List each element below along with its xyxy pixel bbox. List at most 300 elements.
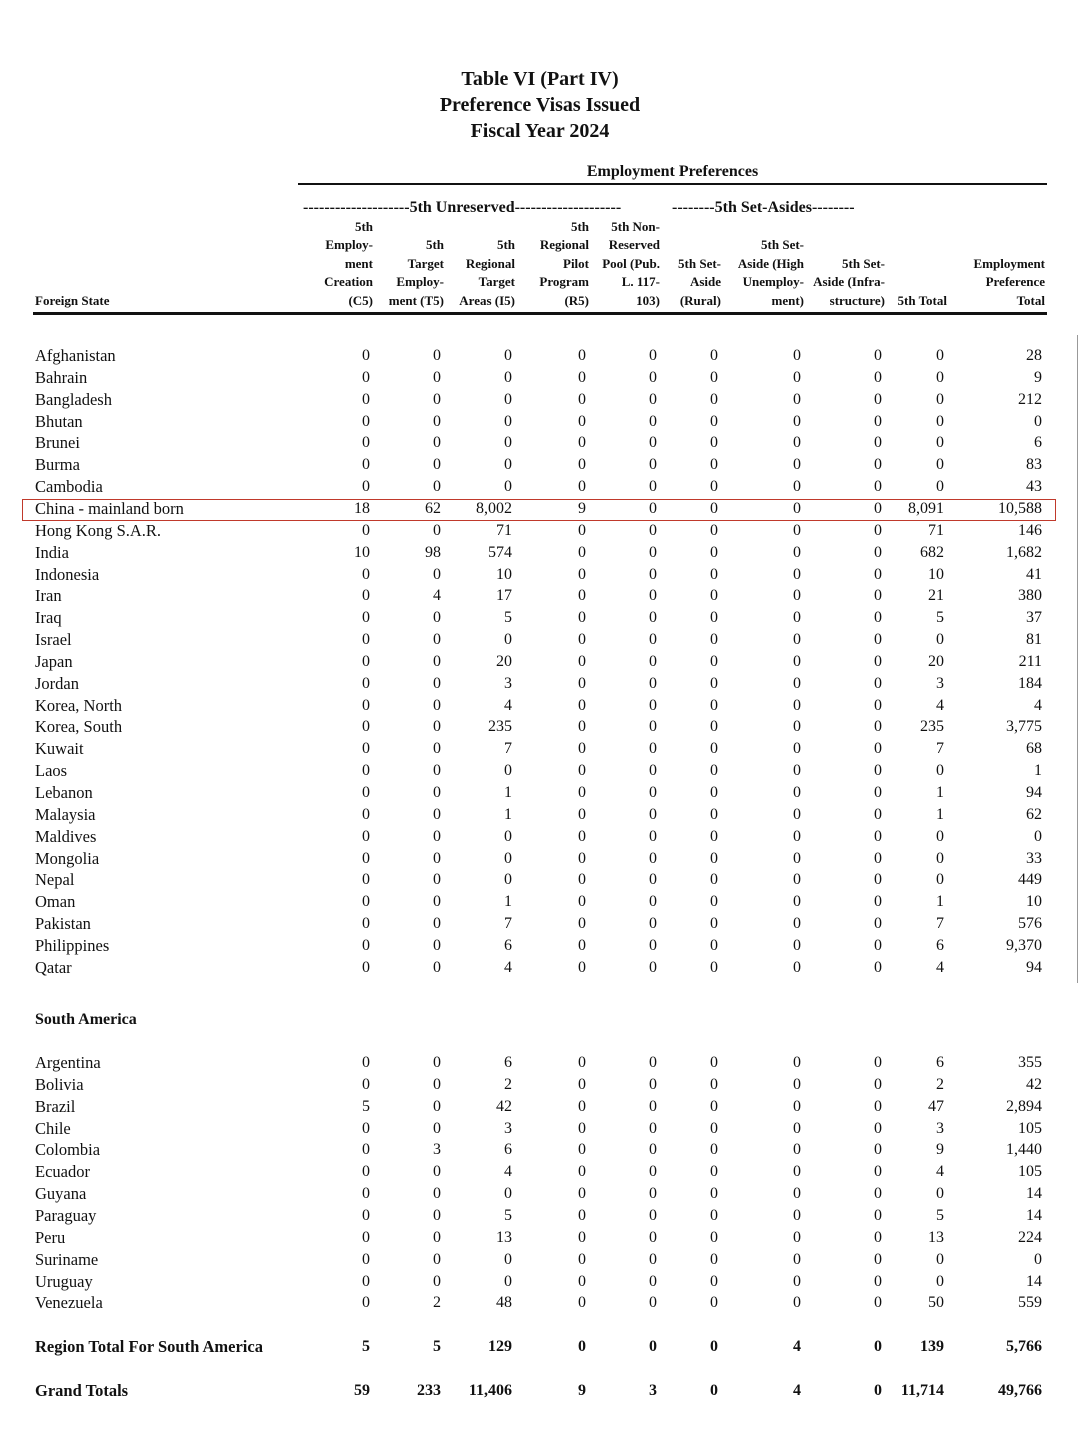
cell-rural: 0 [710,631,718,649]
cell-non-reserved-pool: 0 [649,740,657,758]
cell-high-unemployment: 0 [793,1097,801,1115]
foreign-state-name: Philippines [35,935,110,955]
cell-employment-preference-total: 94 [1026,784,1042,801]
cell-high-unemployment: 4 [793,1382,801,1399]
cell-employment-preference-total: 14 [1026,1185,1042,1203]
cell-employment-preference-total: 576 [1018,915,1042,933]
header-line: Creation [324,274,373,290]
header-line: Pilot [563,255,589,271]
cell-infrastructure: 0 [874,696,882,714]
cell-non-reserved-pool: 0 [649,1119,657,1137]
cell-high-unemployment: 0 [793,740,801,758]
cell-c5: 0 [362,631,370,649]
cell-rural: 0 [710,499,718,517]
table-row [0,760,1080,782]
cell-high-unemployment: 0 [793,674,801,692]
cell-fifth-total: 50 [928,1294,944,1312]
cell-i5: 0 [504,871,512,889]
cell-fifth-total: 2 [936,1075,944,1093]
foreign-state-name: Japan [35,651,73,671]
cell-fifth-total: 0 [936,827,944,845]
cell-rural: 0 [710,805,718,823]
cell-t5: 0 [433,390,441,408]
cell-non-reserved-pool: 0 [649,871,657,889]
cell-r5: 0 [578,762,586,780]
header-line: ment (T5) [388,292,444,308]
header-line: Employment [973,255,1045,271]
cell-i5: 0 [504,762,512,780]
cell-r5: 0 [578,871,586,889]
cell-non-reserved-pool: 0 [649,565,657,583]
cell-i5: 0 [504,478,512,496]
cell-rural: 0 [710,347,718,364]
cell-rural: 0 [710,1338,718,1355]
cell-high-unemployment: 0 [793,587,801,605]
cell-employment-preference-total: 559 [1018,1294,1042,1312]
foreign-state-name: Lebanon [35,783,93,802]
cell-i5: 13 [496,1228,512,1246]
cell-fifth-total: 0 [936,390,944,408]
cell-c5: 0 [362,1119,370,1137]
cell-infrastructure: 0 [874,871,882,889]
cell-fifth-total: 235 [920,718,944,736]
table-row [0,826,1080,848]
cell-c5: 0 [362,871,370,889]
cell-r5: 0 [578,587,586,605]
cell-rural: 0 [710,1097,718,1115]
cell-infrastructure: 0 [874,390,882,408]
cell-employment-preference-total: 146 [1018,521,1042,539]
cell-rural: 0 [710,1163,718,1181]
cell-non-reserved-pool: 0 [649,958,657,976]
foreign-state-name: Peru [35,1227,66,1247]
cell-t5: 0 [433,412,441,430]
cell-infrastructure: 0 [874,1228,882,1246]
cell-employment-preference-total: 49,766 [998,1382,1042,1399]
cell-non-reserved-pool: 0 [649,1250,657,1268]
column-header-i5 [450,218,515,310]
cell-c5: 0 [362,827,370,845]
header-line: Target [407,255,444,271]
table-subtitle: Preference Visas Issued [439,94,641,116]
cell-employment-preference-total: 2,894 [1006,1097,1042,1115]
foreign-state-name: Bahrain [35,367,88,387]
cell-i5: 8,002 [476,499,512,517]
cell-non-reserved-pool: 0 [649,718,657,736]
cell-t5: 0 [433,1097,441,1115]
cell-r5: 0 [578,1206,586,1224]
foreign-state-name: Israel [35,630,72,650]
cell-infrastructure: 0 [874,1119,882,1137]
cell-r5: 0 [578,565,586,583]
cell-rural: 0 [710,1119,718,1137]
header-line: 5th [354,218,373,234]
cell-c5: 0 [362,390,370,408]
column-header-rural [665,218,721,310]
table-row [0,1052,1080,1074]
foreign-state-name: Cambodia [35,477,103,497]
cell-t5: 0 [433,521,441,539]
cell-fifth-total: 7 [936,915,944,933]
cell-non-reserved-pool: 0 [649,915,657,933]
cell-non-reserved-pool: 0 [649,368,657,386]
cell-employment-preference-total: 41 [1026,565,1042,583]
cell-i5: 0 [504,456,512,474]
foreign-state-name: Qatar [35,957,72,977]
cell-c5: 10 [354,543,370,561]
foreign-state-name: Maldives [35,826,97,846]
cell-infrastructure: 0 [874,805,882,823]
cell-r5: 0 [578,958,586,976]
cell-c5: 0 [362,1272,370,1290]
cell-c5: 0 [362,1141,370,1159]
cell-employment-preference-total: 28 [1026,347,1042,364]
foreign-state-name: Afghanistan [35,346,116,365]
table-row [0,804,1080,826]
foreign-state-name: China - mainland born [35,498,184,518]
cell-fifth-total: 3 [936,1119,944,1137]
cell-fifth-total: 5 [936,1206,944,1224]
cell-i5: 0 [504,412,512,430]
cell-non-reserved-pool: 0 [649,652,657,670]
cell-high-unemployment: 0 [793,805,801,823]
cell-employment-preference-total: 5,766 [1006,1338,1042,1355]
cell-fifth-total: 0 [936,631,944,649]
cell-fifth-total: 20 [928,652,944,670]
cell-c5: 0 [362,434,370,452]
column-header-employment-preference-total [955,218,1045,310]
cell-c5: 0 [362,478,370,496]
cell-c5: 0 [362,696,370,714]
header-line: Pool (Pub. [602,255,660,271]
cell-employment-preference-total: 62 [1026,805,1042,823]
cell-fifth-total: 4 [936,958,944,976]
cell-rural: 0 [710,478,718,496]
table-row [0,738,1080,760]
cell-r5: 0 [578,390,586,408]
cell-rural: 0 [710,565,718,583]
cell-r5: 0 [578,1228,586,1246]
cell-employment-preference-total: 212 [1018,390,1042,408]
cell-rural: 0 [710,871,718,889]
cell-fifth-total: 8,091 [908,499,944,517]
cell-non-reserved-pool: 0 [649,1228,657,1246]
cell-fifth-total: 10 [928,565,944,583]
table-row [0,607,1080,629]
cell-fifth-total: 1 [936,805,944,823]
cell-fifth-total: 0 [936,368,944,386]
foreign-state-name: Iran [35,586,62,606]
cell-high-unemployment: 0 [793,1141,801,1159]
cell-employment-preference-total: 1,440 [1006,1141,1042,1159]
cell-employment-preference-total: 4 [1034,696,1042,714]
cell-fifth-total: 4 [936,1163,944,1181]
cell-high-unemployment: 0 [793,456,801,474]
cell-rural: 0 [710,1185,718,1203]
cell-non-reserved-pool: 0 [649,456,657,474]
column-header-t5 [380,218,444,310]
cell-c5: 59 [354,1382,370,1399]
table-row [0,716,1080,738]
cell-i5: 3 [504,1119,512,1137]
cell-r5: 0 [578,849,586,867]
cell-fifth-total: 0 [936,478,944,496]
cell-r5: 0 [578,609,586,627]
cell-r5: 0 [578,1141,586,1159]
table-row [0,585,1080,607]
cell-infrastructure: 0 [874,1272,882,1290]
cell-employment-preference-total: 0 [1034,827,1042,845]
cell-i5: 5 [504,1206,512,1224]
cell-high-unemployment: 0 [793,631,801,649]
table-row [0,389,1080,411]
cell-non-reserved-pool: 0 [649,499,657,517]
cell-non-reserved-pool: 0 [649,1294,657,1312]
cell-non-reserved-pool: 0 [649,587,657,605]
table-row [0,1139,1080,1161]
cell-non-reserved-pool: 0 [649,412,657,430]
cell-t5: 0 [433,1206,441,1224]
cell-i5: 20 [496,652,512,670]
cell-t5: 0 [433,1272,441,1290]
cell-infrastructure: 0 [874,499,882,517]
column-header-c5 [318,218,373,310]
cell-non-reserved-pool: 0 [649,543,657,561]
cell-infrastructure: 0 [874,936,882,954]
cell-fifth-total: 4 [936,696,944,714]
table-row [0,1227,1080,1249]
cell-c5: 0 [362,849,370,867]
cell-high-unemployment: 0 [793,390,801,408]
cell-t5: 62 [425,499,441,517]
cell-c5: 0 [362,1163,370,1181]
cell-infrastructure: 0 [874,587,882,605]
cell-high-unemployment: 0 [793,849,801,867]
cell-fifth-total: 3 [936,674,944,692]
cell-rural: 0 [710,915,718,933]
cell-t5: 0 [433,456,441,474]
cell-i5: 11,406 [468,1382,512,1399]
cell-fifth-total: 7 [936,740,944,758]
foreign-state-name: Nepal [35,870,75,890]
header-line: Aside (High [737,255,804,271]
cell-fifth-total: 0 [936,456,944,474]
foreign-state-name: Hong Kong S.A.R. [35,520,162,540]
table-row [0,629,1080,651]
cell-rural: 0 [710,1294,718,1312]
grand-total-row [0,1380,1080,1402]
foreign-state-name: Paraguay [35,1205,97,1225]
cell-i5: 7 [504,740,512,758]
cell-employment-preference-total: 9,370 [1006,936,1042,954]
cell-non-reserved-pool: 0 [649,893,657,911]
cell-c5: 0 [362,456,370,474]
cell-high-unemployment: 0 [793,1163,801,1181]
cell-infrastructure: 0 [874,1250,882,1268]
cell-c5: 0 [362,958,370,976]
cell-infrastructure: 0 [874,1054,882,1071]
cell-c5: 0 [362,1228,370,1246]
cell-high-unemployment: 0 [793,936,801,954]
cell-employment-preference-total: 105 [1018,1119,1042,1137]
cell-r5: 0 [578,784,586,801]
cell-rural: 0 [710,849,718,867]
cell-c5: 0 [362,1185,370,1203]
cell-rural: 0 [710,740,718,758]
cell-c5: 0 [362,893,370,911]
cell-non-reserved-pool: 0 [649,347,657,364]
column-header-foreign-state [35,218,235,310]
header-line: Reserved [608,237,660,253]
foreign-state-name: Mongolia [35,848,100,868]
table-row [0,345,1080,367]
unreserved-group-header: --------------------5th Unreserved-------------------- [303,199,622,216]
cell-i5: 0 [504,390,512,408]
cell-c5: 0 [362,805,370,823]
cell-employment-preference-total: 1,682 [1006,543,1042,561]
cell-infrastructure: 0 [874,456,882,474]
cell-infrastructure: 0 [874,849,882,867]
cell-i5: 574 [488,543,512,561]
cell-c5: 0 [362,674,370,692]
cell-t5: 0 [433,893,441,911]
cell-fifth-total: 0 [936,849,944,867]
cell-high-unemployment: 0 [793,1119,801,1137]
cell-c5: 0 [362,347,370,364]
cell-i5: 0 [504,368,512,386]
cell-employment-preference-total: 449 [1018,871,1042,889]
cell-non-reserved-pool: 0 [649,1141,657,1159]
header-line: 5th Set- [761,237,804,253]
table-row [0,1074,1080,1096]
cell-c5: 0 [362,936,370,954]
foreign-state-name: Guyana [35,1184,87,1204]
cell-employment-preference-total: 10,588 [998,499,1042,517]
cell-c5: 0 [362,915,370,933]
cell-i5: 4 [504,958,512,976]
cell-t5: 0 [433,434,441,452]
cell-c5: 0 [362,609,370,627]
table-row [0,673,1080,695]
cell-fifth-total: 0 [936,1272,944,1290]
cell-high-unemployment: 0 [793,784,801,801]
foreign-state-name: India [35,542,69,562]
cell-employment-preference-total: 224 [1018,1228,1042,1246]
table-row [0,651,1080,673]
cell-rural: 0 [710,784,718,801]
cell-infrastructure: 0 [874,1294,882,1312]
cell-r5: 0 [578,1097,586,1115]
cell-rural: 0 [710,543,718,561]
cell-fifth-total: 0 [936,434,944,452]
cell-t5: 0 [433,1185,441,1203]
cell-infrastructure: 0 [874,478,882,496]
cell-infrastructure: 0 [874,652,882,670]
cell-high-unemployment: 4 [793,1338,801,1355]
cell-t5: 0 [433,849,441,867]
cell-t5: 98 [425,543,441,561]
table-row [0,848,1080,870]
cell-i5: 48 [496,1294,512,1312]
cell-rural: 0 [710,958,718,976]
cell-c5: 0 [362,652,370,670]
cell-r5: 9 [578,1382,586,1399]
cell-t5: 0 [433,936,441,954]
foreign-state-name: Uruguay [35,1271,93,1291]
header-line: Employ- [325,237,373,253]
cell-rural: 0 [710,674,718,692]
foreign-state-name: Suriname [35,1249,99,1269]
cell-infrastructure: 0 [874,1075,882,1093]
cell-i5: 7 [504,915,512,933]
cell-i5: 1 [504,893,512,911]
table-title: Table VI (Part IV) [461,68,619,90]
table-row [0,695,1080,717]
cell-r5: 9 [578,499,586,517]
cell-r5: 0 [578,696,586,714]
cell-r5: 0 [578,893,586,911]
cell-employment-preference-total: 33 [1026,849,1042,867]
cell-fifth-total: 1 [936,784,944,801]
header-line: Employ- [396,274,444,290]
fiscal-year: Fiscal Year 2024 [470,120,610,142]
cell-rural: 0 [710,609,718,627]
cell-fifth-total: 13 [928,1228,944,1246]
foreign-state-name: Laos [35,761,68,781]
cell-infrastructure: 0 [874,1185,882,1203]
cell-r5: 0 [578,805,586,823]
cell-c5: 0 [362,784,370,801]
table-row [0,1271,1080,1293]
cell-r5: 0 [578,1338,586,1355]
cell-t5: 5 [433,1338,441,1355]
cell-c5: 18 [354,499,370,517]
cell-non-reserved-pool: 0 [649,827,657,845]
cell-non-reserved-pool: 0 [649,609,657,627]
cell-i5: 6 [504,1054,512,1071]
cell-i5: 4 [504,696,512,714]
cell-high-unemployment: 0 [793,696,801,714]
header-line: 5th Set- [678,255,721,271]
cell-non-reserved-pool: 0 [649,1075,657,1093]
cell-i5: 3 [504,674,512,692]
cell-infrastructure: 0 [874,893,882,911]
cell-c5: 0 [362,718,370,736]
column-header-non-reserved-pool [592,218,660,310]
cell-non-reserved-pool: 0 [649,478,657,496]
cell-high-unemployment: 0 [793,652,801,670]
cell-i5: 5 [504,609,512,627]
table-row [0,957,1080,979]
header-line: (R5) [564,292,589,308]
cell-r5: 0 [578,652,586,670]
cell-non-reserved-pool: 0 [649,762,657,780]
foreign-state-name: Ecuador [35,1162,90,1182]
cell-infrastructure: 0 [874,762,882,780]
cell-r5: 0 [578,631,586,649]
cell-infrastructure: 0 [874,412,882,430]
cell-infrastructure: 0 [874,434,882,452]
cell-i5: 0 [504,1272,512,1290]
cell-non-reserved-pool: 0 [649,1097,657,1115]
cell-non-reserved-pool: 0 [649,1338,657,1355]
cell-fifth-total: 11,714 [900,1382,944,1399]
header-line: Foreign State [35,292,110,308]
cell-employment-preference-total: 211 [1018,652,1042,670]
cell-rural: 0 [710,718,718,736]
cell-i5: 0 [504,434,512,452]
cell-infrastructure: 0 [874,521,882,539]
